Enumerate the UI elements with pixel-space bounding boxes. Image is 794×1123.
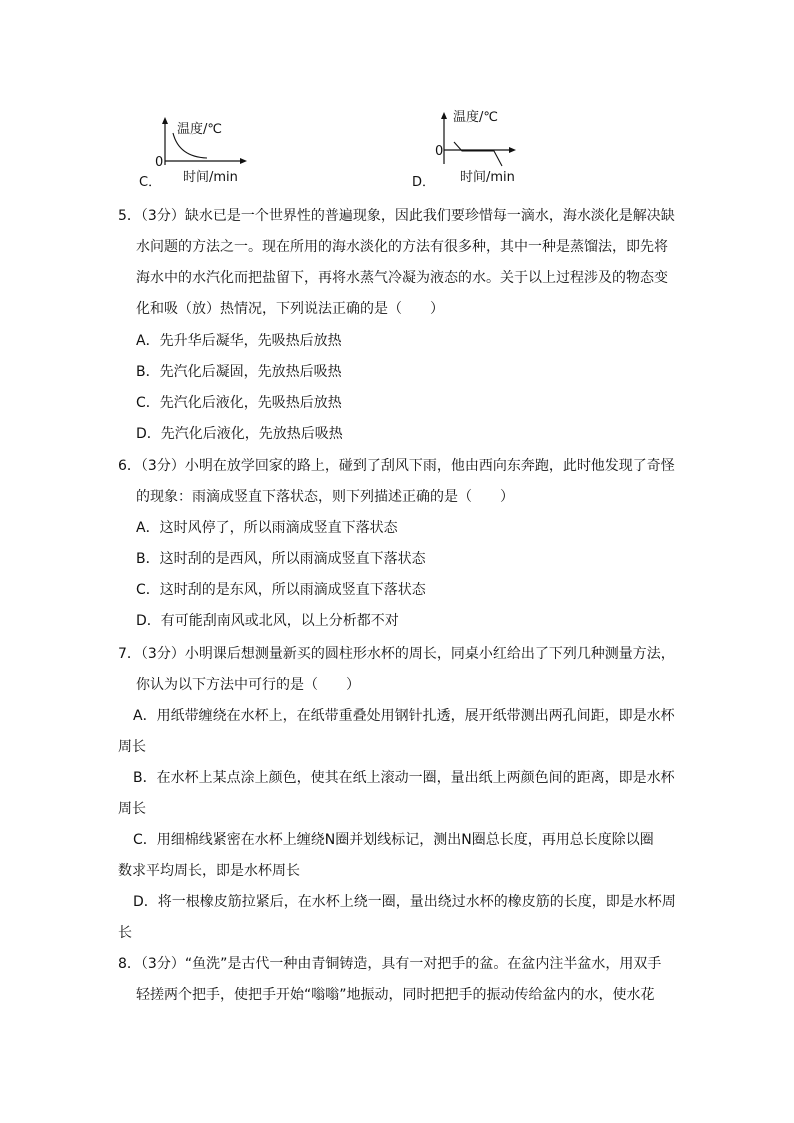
option-c: C．用细棉线紧密在水杯上缠绕N圈并划线标记，测出N圈总长度，再用总长度除以圈 [133, 832, 654, 848]
option-b-cont: 周长 [118, 801, 146, 817]
option-c-cont: 数求平均周长，即是水杯周长 [118, 863, 300, 879]
graph-c [155, 115, 255, 185]
question-line: 8．（3分）“鱼洗”是古代一种由青铜铸造，具有一对把手的盆。在盆内注半盆水，用双手 [118, 956, 662, 972]
question-line: 的现象：雨滴成竖直下落状态，则下列描述正确的是（ ） [136, 489, 514, 505]
option-d: D．先汽化后液化，先放热后吸热 [136, 426, 343, 442]
question-line: 你认为以下方法中可行的是（ ） [136, 677, 360, 693]
graph-c-origin: 0 [155, 155, 164, 170]
question-line: 水问题的方法之一。现在所用的海水淡化的方法有很多种，其中一种是蒸馏法，即先将 [136, 239, 668, 255]
option-d-cont: 长 [118, 925, 132, 941]
option-d: D．将一根橡皮筋拉紧后，在水杯上绕一圈，量出绕过水杯的橡皮筋的长度，即是水杯周 [133, 894, 676, 910]
option-a: A．用纸带缠绕在水杯上，在纸带重叠处用钢针扎透，展开纸带测出两孔间距，即是水杯 [133, 708, 675, 724]
option-b: B．在水杯上某点涂上颜色，使其在纸上滚动一圈，量出纸上两颜色间的距离，即是水杯 [133, 770, 675, 786]
option-d-letter: D． [412, 175, 436, 190]
option-c: C．这时刮的是东风，所以雨滴成竖直下落状态 [136, 582, 426, 598]
question-line: 7．（3分）小明课后想测量新买的圆柱形水杯的周长，同桌小红给出了下列几种测量方法， [118, 646, 675, 662]
graph-c-ylabel: 温度/℃ [177, 122, 222, 137]
question-line: 化和吸（放）热情况，下列说法正确的是（ ） [136, 301, 444, 317]
option-c: C．先汽化后液化，先吸热后放热 [136, 395, 342, 411]
graph-d-xlabel: 时间/min [460, 170, 515, 185]
option-a: A．先升华后凝华，先吸热后放热 [136, 333, 342, 349]
option-d: D．有可能刮南风或北风，以上分析都不对 [136, 613, 399, 629]
graph-d-ylabel: 温度/℃ [453, 110, 498, 125]
graph-c-xlabel: 时间/min [183, 170, 238, 185]
graph-d [432, 104, 542, 184]
question-line: 6．（3分）小明在放学回家的路上，碰到了刮风下雨，他由西向东奔跑，此时他发现了奇怪 [118, 458, 675, 474]
question-line: 5．（3分）缺水已是一个世界性的普遍现象，因此我们要珍惜每一滴水，海水淡化是解决缺 [118, 208, 675, 224]
question-line: 海水中的水汽化而把盐留下，再将水蒸气冷凝为液态的水。关于以上过程涉及的物态变 [136, 270, 668, 286]
option-b: B．这时刮的是西风，所以雨滴成竖直下落状态 [136, 551, 426, 567]
option-a: A．这时风停了，所以雨滴成竖直下落状态 [136, 520, 398, 536]
option-b: B．先汽化后凝固，先放热后吸热 [136, 364, 342, 380]
question-line: 轻搓两个把手，使把手开始“嗡嗡”地振动，同时把把手的振动传给盆内的水，使水花 [136, 987, 655, 1003]
graph-d-origin: 0 [435, 144, 444, 159]
option-c-letter: C． [139, 175, 162, 190]
option-a-cont: 周长 [118, 739, 146, 755]
